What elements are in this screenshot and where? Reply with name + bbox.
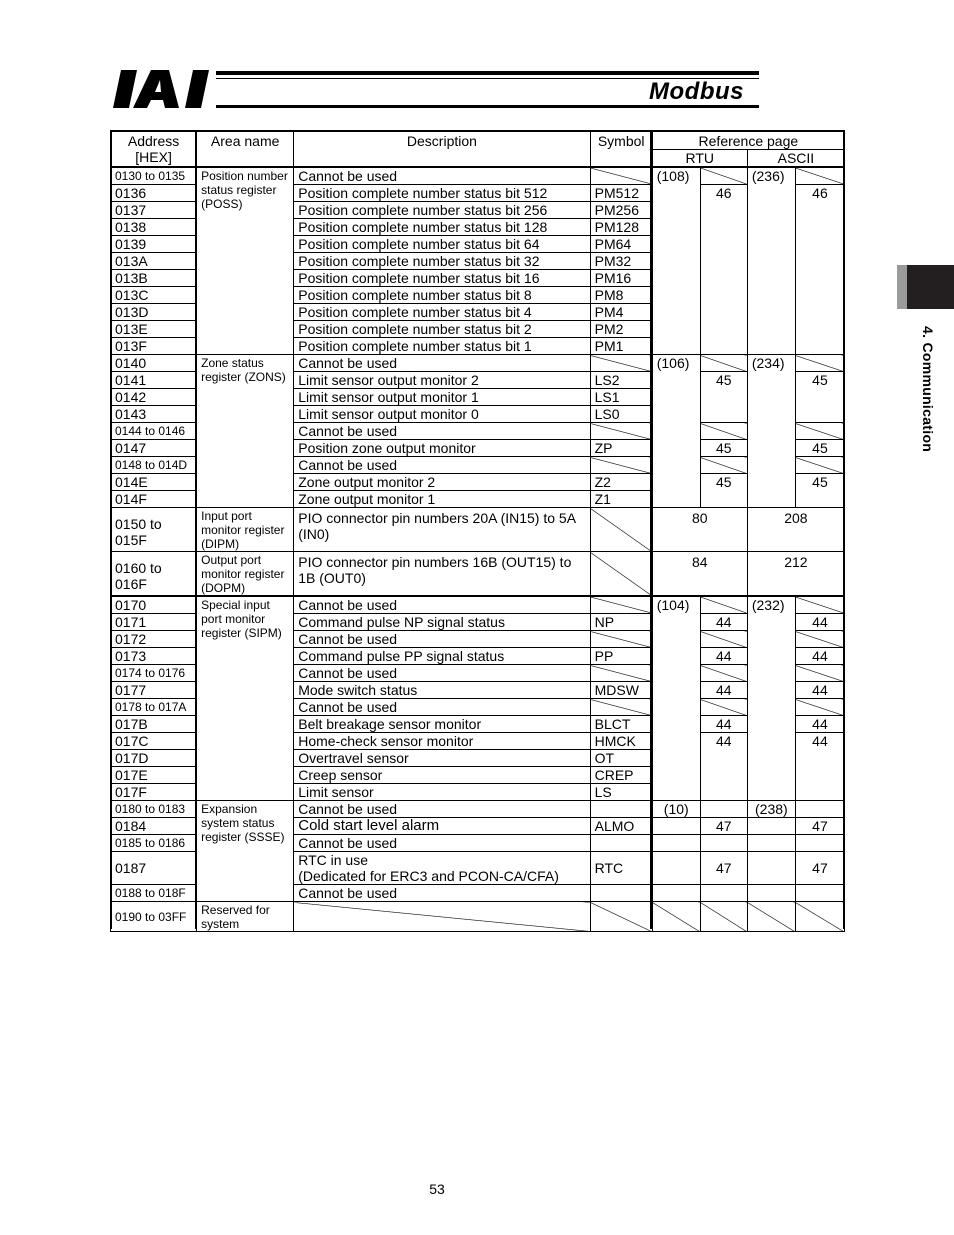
symbol-cell: LS — [590, 784, 652, 801]
area-cell: Output port monitor register (DOPM) — [197, 552, 294, 597]
ascii-page-cell: 44 — [795, 614, 844, 631]
rtu-page-cell: 46 — [700, 185, 747, 355]
symbol-cell-na — [590, 552, 652, 597]
description-cell: Position complete number status bit 2 — [294, 321, 590, 338]
description-cell: Creep sensor — [294, 767, 590, 784]
symbol-cell — [590, 835, 652, 852]
description-cell: Cold start level alarm — [294, 818, 590, 835]
ascii-page-cell: 47 — [795, 818, 844, 835]
ascii-page-na — [795, 902, 844, 932]
table-border-right — [843, 130, 845, 929]
ascii-ref-na — [747, 902, 795, 932]
description-cell: Belt breakage sensor monitor — [294, 716, 590, 733]
description-cell: Position complete number status bit 128 — [294, 219, 590, 236]
table-row — [111, 596, 845, 614]
address-cell: 0138 — [111, 219, 197, 236]
rtu-page-cell — [700, 835, 747, 852]
description-cell: Cannot be used — [294, 355, 590, 372]
address-cell: 013A — [111, 253, 197, 270]
ascii-ref-cell: (234) — [747, 355, 795, 508]
ascii-ref-cell — [747, 885, 795, 902]
description-cell: Cannot be used — [294, 423, 590, 440]
area-cell: Reserved for system — [197, 902, 294, 932]
symbol-cell: LS0 — [590, 406, 652, 423]
description-cell — [294, 852, 590, 885]
symbol-cell: ALMO — [590, 818, 652, 835]
description-cell: Limit sensor output monitor 2 — [294, 372, 590, 389]
table-row — [111, 167, 845, 185]
ascii-ref-cell: (236) — [747, 167, 795, 355]
table-row — [111, 902, 845, 932]
symbol-cell: PM512 — [590, 185, 652, 202]
symbol-cell: PM32 — [590, 253, 652, 270]
rtu-ref-cell: (106) — [652, 355, 700, 508]
ascii-page-na — [795, 167, 844, 185]
symbol-cell-na — [590, 665, 652, 682]
description-cell: Cannot be used — [294, 835, 590, 852]
area-cell: Special input port monitor register (SIPM) — [197, 596, 294, 801]
symbol-cell: CREP — [590, 767, 652, 784]
rtu-ref-cell: (10) — [652, 801, 700, 818]
address-cell: 0139 — [111, 236, 197, 253]
rtu-page-cell: 45 — [700, 440, 747, 457]
symbol-cell-na — [590, 423, 652, 440]
ascii-page-cell: 47 — [795, 852, 844, 885]
ascii-page-cell — [795, 835, 844, 852]
symbol-cell: PM2 — [590, 321, 652, 338]
symbol-cell: MDSW — [590, 682, 652, 699]
ascii-page-cell: 45 — [795, 372, 844, 423]
description-cell: Command pulse PP signal status — [294, 648, 590, 665]
ascii-page-cell: 44 — [795, 682, 844, 699]
symbol-cell: Z2 — [590, 474, 652, 491]
rtu-page-cell — [700, 885, 747, 902]
symbol-cell: Z1 — [590, 491, 652, 508]
address-cell: 0188 to 018F — [111, 885, 197, 902]
header-rule-top — [216, 71, 759, 75]
description-cell: Command pulse NP signal status — [294, 614, 590, 631]
address-cell: 0185 to 0186 — [111, 835, 197, 852]
ascii-ref-cell — [747, 852, 795, 885]
symbol-cell: PM8 — [590, 287, 652, 304]
symbol-cell: HMCK — [590, 733, 652, 750]
ascii-page-na — [795, 631, 844, 648]
area-cell: Expansion system status register (SSSE) — [197, 801, 294, 902]
ascii-page-na — [795, 423, 844, 440]
area-cell: Zone status register (ZONS) — [197, 355, 294, 508]
rtu-page-na — [700, 167, 747, 185]
symbol-cell: PP — [590, 648, 652, 665]
symbol-cell — [590, 801, 652, 818]
ascii-ref-cell — [747, 818, 795, 835]
rtu-ref-cell — [652, 885, 700, 902]
iai-logo — [113, 68, 213, 110]
ascii-page-cell: 45 — [795, 440, 844, 457]
ascii-page-na — [795, 355, 844, 372]
address-cell: 0177 — [111, 682, 197, 699]
ascii-ref-cell: (238) — [747, 801, 795, 818]
address-cell: 0143 — [111, 406, 197, 423]
area-cell: Position number status register (POSS) — [197, 167, 294, 355]
address-cell: 0148 to 014D — [111, 457, 197, 474]
address-cell: 0150 to 015F — [111, 508, 197, 552]
description-cell: Cannot be used — [294, 631, 590, 648]
rtu-page-na — [700, 631, 747, 648]
address-cell: 017D — [111, 750, 197, 767]
address-cell: 0136 — [111, 185, 197, 202]
description-line-1: RTC in use — [298, 852, 369, 868]
table-divider-reference — [650, 130, 652, 929]
description-cell: PIO connector pin numbers 20A (IN15) to 5A (IN0) — [294, 508, 590, 552]
address-cell: 0130 to 0135 — [111, 167, 197, 185]
rtu-page-na — [700, 699, 747, 716]
rtu-page-cell: 45 — [700, 474, 747, 508]
description-cell: Cannot be used — [294, 801, 590, 818]
description-cell: Position complete number status bit 16 — [294, 270, 590, 287]
chapter-tab — [897, 265, 954, 309]
header-ascii: ASCII — [747, 150, 844, 168]
rtu-ref-cell — [652, 818, 700, 835]
ascii-page-na — [795, 457, 844, 474]
symbol-cell: PM4 — [590, 304, 652, 321]
rtu-page-cell: 44 — [700, 733, 747, 801]
address-cell: 013F — [111, 338, 197, 355]
rtu-page-cell: 44 — [700, 682, 747, 699]
ascii-ref-cell: (232) — [747, 596, 795, 801]
rtu-page-cell: 44 — [700, 716, 747, 733]
address-cell: 0137 — [111, 202, 197, 219]
address-cell: 0173 — [111, 648, 197, 665]
address-cell: 0142 — [111, 389, 197, 406]
description-cell: Home-check sensor monitor — [294, 733, 590, 750]
description-cell: Cannot be used — [294, 885, 590, 902]
rtu-ref-cell: (108) — [652, 167, 700, 355]
header-row — [111, 131, 845, 150]
rtu-page-cell: 44 — [700, 614, 747, 631]
address-cell: 0171 — [111, 614, 197, 631]
address-cell: 013C — [111, 287, 197, 304]
symbol-cell: PM128 — [590, 219, 652, 236]
description-cell: Limit sensor — [294, 784, 590, 801]
header-reference-page: Reference page — [652, 131, 844, 150]
ascii-page-na — [795, 665, 844, 682]
description-cell: Position zone output monitor — [294, 440, 590, 457]
description-cell: Cannot be used — [294, 665, 590, 682]
ascii-page-cell — [795, 801, 844, 818]
address-cell: 017E — [111, 767, 197, 784]
ascii-page-cell: 212 — [747, 552, 844, 597]
rtu-page-cell: 80 — [652, 508, 747, 552]
ascii-ref-cell — [747, 835, 795, 852]
address-cell: 0144 to 0146 — [111, 423, 197, 440]
rtu-page-cell: 84 — [652, 552, 747, 597]
address-cell: 0184 — [111, 818, 197, 835]
address-cell: 013D — [111, 304, 197, 321]
symbol-cell-na — [590, 596, 652, 614]
header-symbol: Symbol — [590, 131, 652, 168]
table-divider-address — [195, 130, 197, 929]
address-cell: 0140 — [111, 355, 197, 372]
symbol-cell: BLCT — [590, 716, 652, 733]
address-cell: 0190 to 03FF — [111, 902, 197, 932]
symbol-cell-na — [590, 355, 652, 372]
rtu-page-cell: 44 — [700, 648, 747, 665]
address-cell: 013B — [111, 270, 197, 287]
description-cell: Position complete number status bit 256 — [294, 202, 590, 219]
symbol-cell: LS1 — [590, 389, 652, 406]
address-cell: 0141 — [111, 372, 197, 389]
header-area: Area name — [197, 131, 294, 168]
chapter-label: 4. Communication — [920, 326, 936, 453]
symbol-cell: OT — [590, 750, 652, 767]
ascii-page-cell: 44 — [795, 716, 844, 733]
description-cell-na — [294, 902, 590, 932]
address-cell: 0170 — [111, 596, 197, 614]
table-row — [111, 552, 845, 597]
header-rtu: RTU — [652, 150, 747, 168]
description-cell: Cannot be used — [294, 699, 590, 716]
description-cell: Limit sensor output monitor 1 — [294, 389, 590, 406]
table-row — [111, 355, 845, 372]
ascii-page-cell: 45 — [795, 474, 844, 508]
rtu-page-na — [700, 665, 747, 682]
symbol-cell: PM64 — [590, 236, 652, 253]
table-border-top — [110, 130, 845, 132]
symbol-cell-na — [590, 699, 652, 716]
address-cell: 0172 — [111, 631, 197, 648]
address-cell: 013E — [111, 321, 197, 338]
table-border-left — [110, 130, 112, 929]
ascii-page-na — [795, 699, 844, 716]
symbol-cell-na — [590, 508, 652, 552]
rtu-page-cell: 47 — [700, 852, 747, 885]
address-cell: 0178 to 017A — [111, 699, 197, 716]
ascii-page-na — [795, 596, 844, 614]
symbol-cell: PM16 — [590, 270, 652, 287]
symbol-cell: LS2 — [590, 372, 652, 389]
page-title: Modbus — [649, 78, 744, 105]
header-description: Description — [294, 131, 590, 168]
symbol-cell-na — [590, 457, 652, 474]
description-cell: Limit sensor output monitor 0 — [294, 406, 590, 423]
ascii-page-cell: 46 — [795, 185, 844, 355]
rtu-page-cell: 45 — [700, 372, 747, 423]
rtu-page-na — [700, 355, 747, 372]
description-cell: Cannot be used — [294, 167, 590, 185]
header-address: Address [HEX] — [111, 131, 197, 168]
address-cell: 017C — [111, 733, 197, 750]
description-cell: Zone output monitor 1 — [294, 491, 590, 508]
rtu-ref-cell — [652, 835, 700, 852]
address-cell: 0160 to 016F — [111, 552, 197, 597]
ascii-page-cell — [795, 885, 844, 902]
rtu-page-na — [700, 596, 747, 614]
description-cell: Position complete number status bit 512 — [294, 185, 590, 202]
description-cell: Position complete number status bit 1 — [294, 338, 590, 355]
register-table — [110, 130, 845, 932]
description-cell: Overtravel sensor — [294, 750, 590, 767]
description-line-2: (Dedicated for ERC3 and PCON-CA/CFA) — [298, 868, 559, 884]
rtu-page-na — [700, 423, 747, 440]
description-cell: Zone output monitor 2 — [294, 474, 590, 491]
rtu-page-na — [700, 457, 747, 474]
ascii-page-cell: 208 — [747, 508, 844, 552]
rtu-page-cell: 47 — [700, 818, 747, 835]
description-cell: Position complete number status bit 32 — [294, 253, 590, 270]
description-cell: Position complete number status bit 64 — [294, 236, 590, 253]
description-cell: PIO connector pin numbers 16B (OUT15) to 1B (OUT0) — [294, 552, 590, 597]
address-cell: 0147 — [111, 440, 197, 457]
rtu-ref-na — [652, 902, 700, 932]
symbol-cell-na — [590, 167, 652, 185]
symbol-cell-na — [590, 902, 652, 932]
symbol-cell: RTC — [590, 852, 652, 885]
address-cell: 014F — [111, 491, 197, 508]
page-number: 53 — [429, 1181, 445, 1197]
symbol-cell-na — [590, 631, 652, 648]
table-row — [111, 801, 845, 818]
rtu-ref-cell — [652, 852, 700, 885]
ascii-page-cell: 44 — [795, 648, 844, 665]
symbol-cell — [590, 885, 652, 902]
address-cell: 0187 — [111, 852, 197, 885]
ascii-page-cell: 44 — [795, 733, 844, 801]
address-cell: 0180 to 0183 — [111, 801, 197, 818]
description-cell: Position complete number status bit 4 — [294, 304, 590, 321]
symbol-cell: NP — [590, 614, 652, 631]
address-cell: 017F — [111, 784, 197, 801]
area-cell: Input port monitor register (DIPM) — [197, 508, 294, 552]
description-cell: Mode switch status — [294, 682, 590, 699]
symbol-cell: PM256 — [590, 202, 652, 219]
symbol-cell: ZP — [590, 440, 652, 457]
rtu-page-na — [700, 902, 747, 932]
address-cell: 017B — [111, 716, 197, 733]
rtu-ref-cell: (104) — [652, 596, 700, 801]
address-cell: 0174 to 0176 — [111, 665, 197, 682]
symbol-cell: PM1 — [590, 338, 652, 355]
description-cell: Cannot be used — [294, 457, 590, 474]
table-row — [111, 508, 845, 552]
address-cell: 014E — [111, 474, 197, 491]
rtu-page-cell — [700, 801, 747, 818]
description-cell: Position complete number status bit 8 — [294, 287, 590, 304]
description-cell: Cannot be used — [294, 596, 590, 614]
